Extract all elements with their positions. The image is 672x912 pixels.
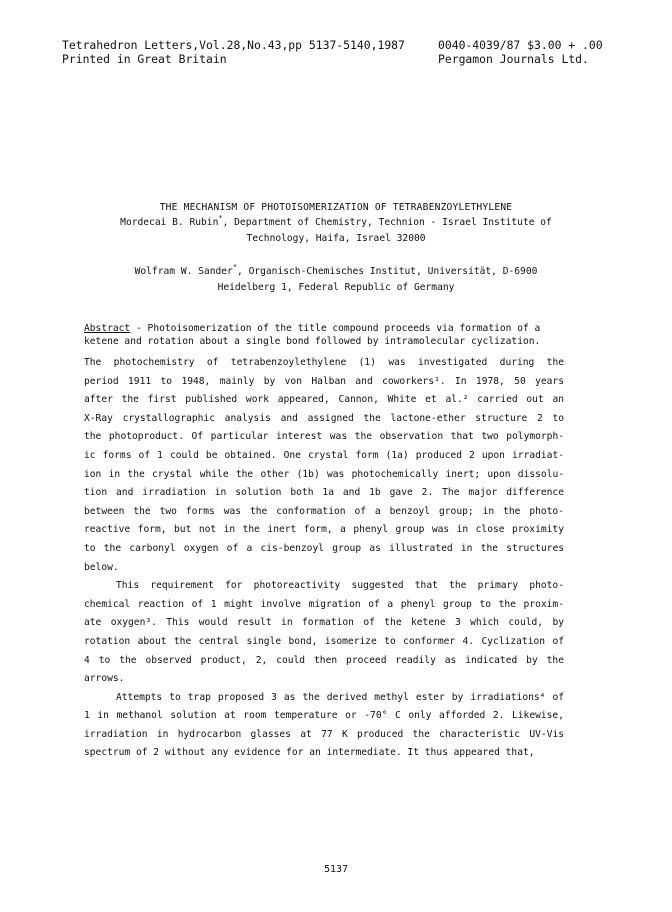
abstract (84, 322, 584, 348)
text-line: tion and irradiation in solution both 1a and 1b gave 2. The major difference (84, 487, 564, 499)
text-line: rotation about the central single bond, isomerize to conformer 4. Cyclization of (84, 635, 564, 647)
body-text (84, 354, 564, 763)
author-block-1 (0, 215, 672, 247)
abstract-text: ketene and rotation about a single bond followed by intramolecular cyclization. (84, 336, 541, 347)
text-line: ion in the crystal while the other (1b) was photochemically inert; upon dissolu- (84, 468, 564, 480)
header-left (62, 38, 405, 66)
text-line: the photoproduct. Of particular interest was the observation that two polymorph- (84, 431, 564, 443)
paragraph-3 (84, 689, 564, 763)
corresponding-mark: * (218, 214, 223, 222)
header-right (438, 38, 603, 66)
text-line: arrows. (84, 673, 125, 685)
abstract-label: Abstract (84, 323, 131, 334)
author-name: Mordecai B. Rubin (120, 217, 219, 228)
text-line: below. (84, 561, 119, 573)
affiliation: , Department of Chemistry, Technion - Israel Institute of (222, 217, 552, 228)
text-line: 1 in methanol solution at room temperature or -70° C only afforded 2. Likewise, (84, 710, 564, 722)
text-line: reactive form, but not in the inert form, a phenyl group was in close proximity (84, 524, 564, 536)
text-line: chemical reaction of 1 might involve migration of a phenyl group to the proxim- (84, 598, 564, 610)
text-line: between the two forms was the conformation of a benzoyl group; in the photo- (84, 505, 564, 517)
text-line: irradiation in hydrocarbon glasses at 77 K produced the characteristic UV-Vis (84, 728, 564, 740)
text-line: ate oxygen³. This would result in formation of the ketene 3 which could, by (84, 617, 564, 629)
text-line: 4 to the observed product, 2, could then proceed readily as indicated by the (84, 654, 564, 666)
corresponding-mark: * (232, 263, 238, 271)
affiliation-cont: Heidelberg 1, Federal Republic of Germany (217, 282, 455, 293)
journal-citation: Tetrahedron Letters,Vol.28,No.43,pp 5137-5140,1987 (62, 38, 405, 52)
text-line: to the carbonyl oxygen of a cis-benzoyl group as illustrated in the structures (84, 542, 564, 554)
text-line: period 1911 to 1948, mainly by von Halban and coworkers¹. In 1978, 50 years (84, 375, 564, 387)
paper-title: THE MECHANISM OF PHOTOISOMERIZATION OF TETRABENZOYLETHYLENE (159, 202, 513, 213)
paragraph-1 (84, 354, 564, 577)
text-line: ic forms of 1 could be obtained. One crystal form (1a) produced 2 upon irradiat- (84, 449, 564, 461)
text-line: The photochemistry of tetrabenzoylethylene (1) was investigated during the (84, 357, 564, 368)
author-name: Wolfram W. Sander (134, 266, 233, 277)
text-line: X-Ray crystallographic analysis and assigned the lactone-ether structure 2 to (84, 412, 564, 424)
page-number: 5137 (323, 864, 349, 875)
abstract-text: - Photoisomerization of the title compound proceeds via formation of a (130, 323, 541, 334)
paragraph-2 (84, 577, 564, 689)
price-code: 0040-4039/87 $3.00 + .00 (438, 38, 603, 52)
affiliation: , Organisch-Chemisches Institut, Universität, D-6900 (237, 266, 538, 277)
text-line: after the first published work appeared, Cannon, White et al.² carried out an (84, 394, 564, 406)
printed-in: Printed in Great Britain (62, 52, 227, 66)
text-line: spectrum of 2 without any evidence for an intermediate. It thus appeared that, (84, 747, 535, 759)
text-line: This requirement for photoreactivity suggested that the primary photo- (116, 580, 564, 592)
publisher: Pergamon Journals Ltd. (438, 52, 589, 66)
text-line: Attempts to trap proposed 3 as the derived methyl ester by irradiations⁴ of (116, 691, 564, 703)
author-block-2 (0, 264, 672, 296)
affiliation-cont: Technology, Haifa, Israel 32000 (246, 233, 426, 244)
